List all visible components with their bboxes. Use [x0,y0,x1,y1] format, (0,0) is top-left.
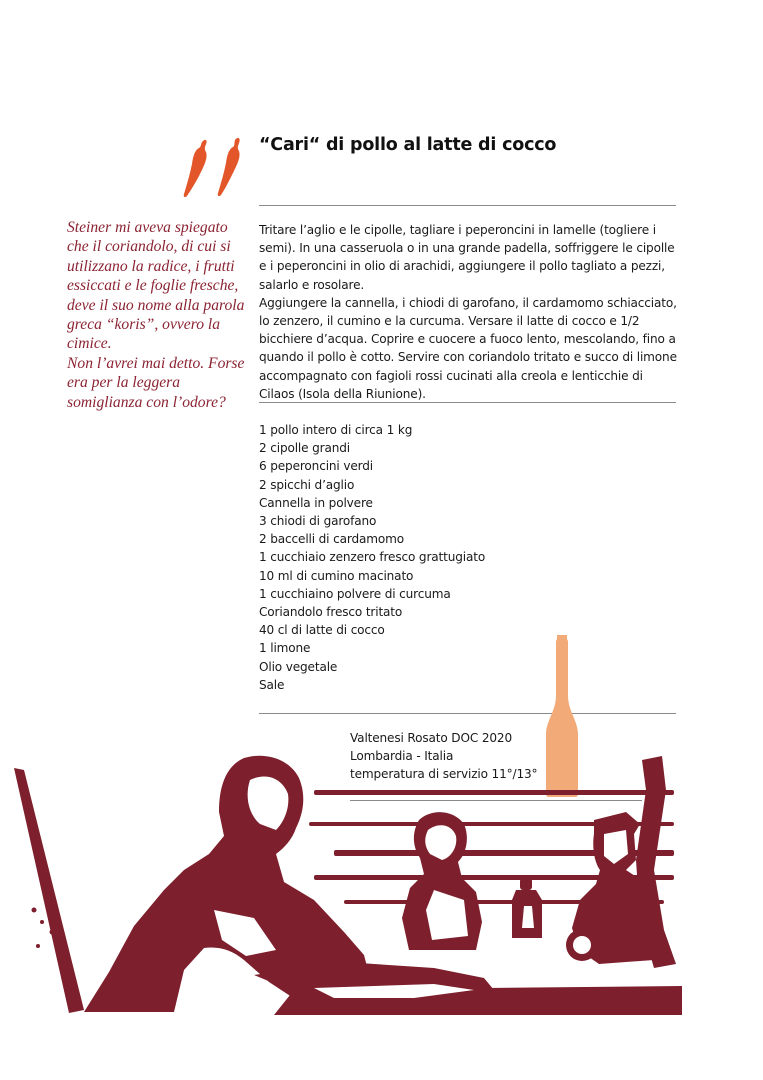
wine-name: Valtenesi Rosato DOC 2020 [350,731,513,745]
quote-block [67,218,253,412]
ingredient-item: Coriandolo fresco tritato [259,605,403,620]
method-paragraph: Tritare l’aglio e le cipolle, tagliare i peperoncini in lamelle (togliere i semi). In una casseruola o in una grande padella, soffriggere le cipolle e i peperoncini in olio di arachidi, aggiungere il pollo tagliato a pezzi, salarlo e rosolare. [259,223,675,292]
ingredient-item: 3 chiodi di garofano [259,514,377,529]
ingredient-item: Olio vegetale [259,659,338,674]
method-paragraph: Aggiungere la cannella, i chiodi di garofano, il cardamomo schiacciato, lo zenzero, il cumino e la curcuma. Versare il latte di cocco e 1/2 bicchiere d’acqua. Coprire e cuocere a fuoco lento, mescolando, fino a quando il pollo è cotto. Servire con coriandolo tritato e succo di limone accompagnato con fagioli rossi cucinati alla creola e lenticchie di Cilaos (Isola della Riunione). [259,295,677,401]
comic-illustration [14,750,682,1015]
ingredient-item: 40 cl di latte di cocco [259,623,385,638]
ingredient-item: 1 limone [259,641,311,656]
ingredient-item: 1 cucchiaio zenzero fresco grattugiato [259,550,486,565]
wine-temperature: temperatura di servizio 11°/13° [350,767,538,782]
ingredient-item: Cannella in polvere [259,495,373,510]
divider [259,205,676,206]
ingredient-item: 10 ml di cumino macinato [259,568,414,583]
wine-region: Lombardia - Italia [350,749,454,764]
ingredient-item: 1 cucchiaino polvere di curcuma [259,586,451,601]
divider [259,713,676,714]
ingredient-item: Sale [259,677,285,692]
recipe-method [259,221,679,403]
ingredient-item: 1 pollo intero di circa 1 kg [259,423,413,437]
ingredient-list [259,421,485,694]
recipe-title: “Cari“ di pollo al latte di cocco [259,135,557,155]
ingredient-item: 2 cipolle grandi [259,441,350,456]
quote-paragraph: Steiner mi aveva spiegato che il coriandolo, di cui si utilizzano la radice, i frutti essiccati e le foglie fresche, deve il suo nome alla parola greca “koris”, ovvero la cimice. [67,219,245,353]
chili-peppers-icon [180,136,246,200]
ingredient-item: 2 spicchi d’aglio [259,477,355,492]
ingredient-item: 2 baccelli di cardamomo [259,532,404,547]
ingredient-item: 6 peperoncini verdi [259,459,373,474]
quote-paragraph: Non l’avrei mai detto. Forse era per la leggera somiglianza con l’odore? [67,354,245,411]
divider [259,402,676,403]
